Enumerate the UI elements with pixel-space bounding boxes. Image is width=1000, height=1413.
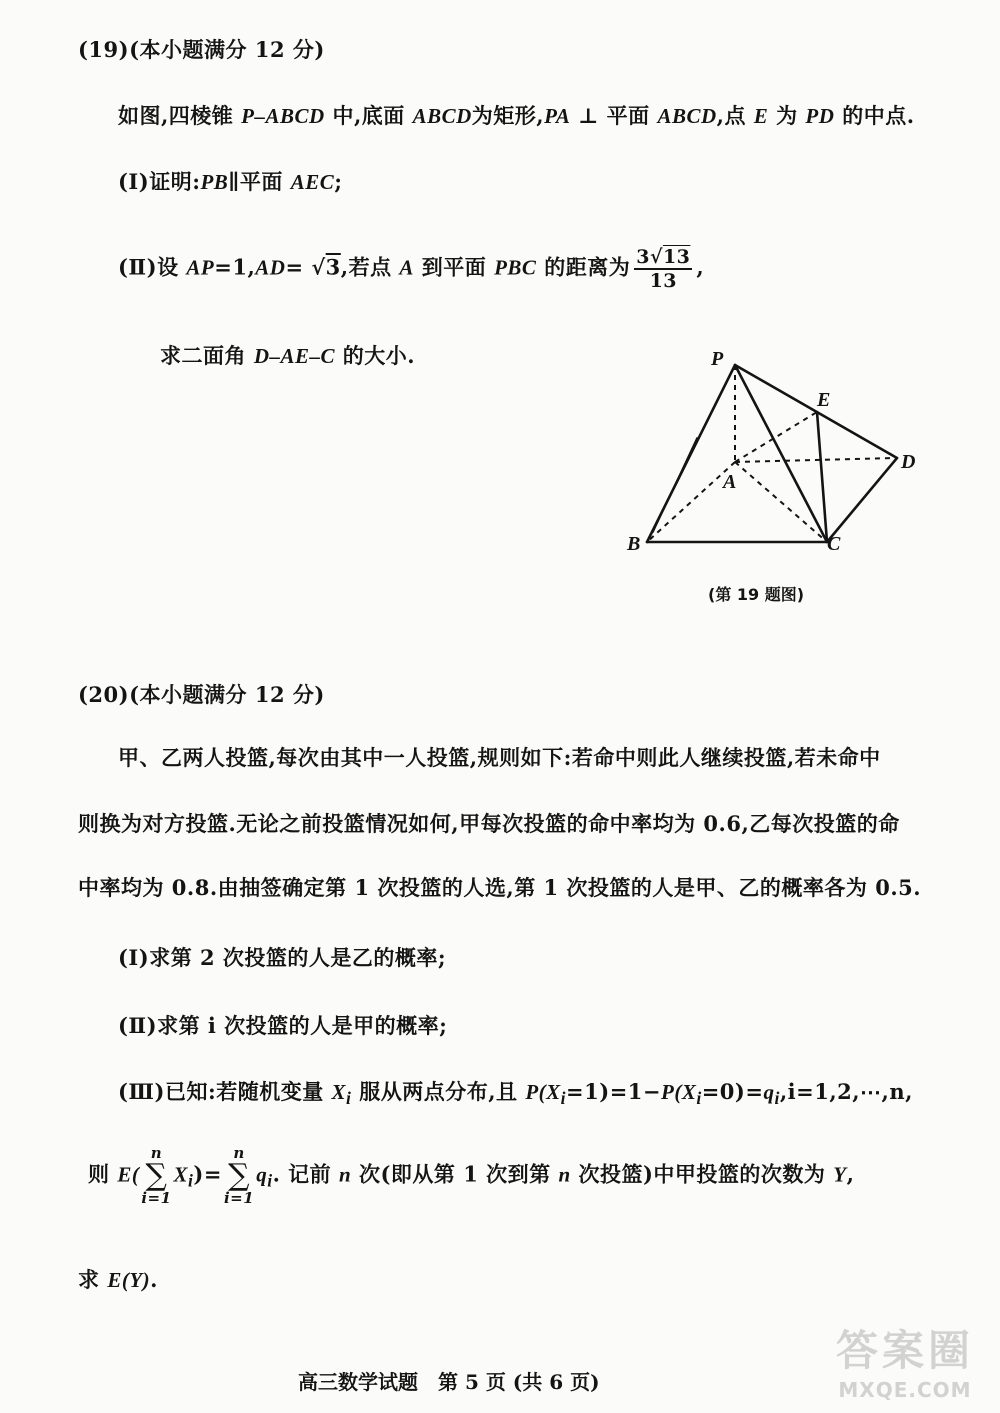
figure-caption: (第 19 题图): [708, 585, 805, 604]
q20-part2: (Ⅱ)求第 i 次投篮的人是甲的概率;: [118, 1013, 448, 1038]
edge-pb-double: [653, 438, 697, 532]
label-c: C: [827, 533, 841, 555]
q20-line3: 中率均为 0.8.由抽签确定第 1 次投篮的人选,第 1 次投篮的人是甲、乙的概率各为 0.5.: [78, 875, 922, 900]
watermark-logo: 答案圈 MXQE.COM: [835, 1326, 974, 1402]
q19-stem: 如图,四棱锥 P–ABCD 中,底面 ABCD为矩形,PA ⊥ 平面 ABCD,点 E 为 PD 的中点.: [118, 103, 915, 128]
pyramid-figure: [615, 340, 935, 570]
edge-ec: [817, 412, 827, 542]
q19-part2: (Ⅱ)设 AP=1,AD= √3,若点 A 到平面 PBC 的距离为 $\frac{3√13}{13}$ ,: [118, 246, 705, 292]
q19-part1: (Ⅰ)证明:PB∥平面 AEC;: [118, 169, 343, 194]
edge-cd: [827, 458, 897, 542]
label-b: B: [627, 533, 641, 555]
q20-part1: (Ⅰ)求第 2 次投篮的人是乙的概率;: [118, 945, 447, 970]
q19-part2-cont: 求二面角 D–AE–C 的大小.: [160, 343, 416, 368]
q20-line2: 则换为对方投篮.无论之前投篮情况如何,甲每次投篮的命中率均为 0.6,乙每次投篮的命: [78, 811, 900, 836]
label-a: A: [723, 471, 737, 493]
label-d: D: [901, 451, 916, 473]
q20-header: (20)(本小题满分 12 分): [78, 682, 325, 707]
edge-ad-hidden: [735, 458, 897, 462]
q19-header: (19)(本小题满分 12 分): [78, 37, 325, 62]
edge-ae-hidden: [735, 412, 817, 462]
q20-sum-line: 则 E( n ∑ i=1 $X_i)=$ n ∑ i=1 $q_i$. 记前 n 次(即从第 1 次到第 n 次投篮)中甲投篮的次数为 Y,: [88, 1144, 855, 1207]
label-e: E: [817, 389, 831, 411]
summation-2: n ∑ i=1: [223, 1144, 255, 1207]
q20-part3: (Ⅲ)已知:若随机变量 $X_i$ 服从两点分布,且 $P(X_i=1)=1-P(X_i=0)=q_i,i=1,2,\cdots,n$,: [118, 1079, 913, 1109]
edge-ab-hidden: [647, 462, 735, 542]
summation-1: n ∑ i=1: [141, 1144, 172, 1207]
page-footer: 高三数学试题 第 5 页 (共 6 页): [298, 1370, 600, 1394]
q20-last: 求 E(Y).: [78, 1267, 158, 1292]
edge-ac-hidden: [735, 462, 827, 542]
q20-line1: 甲、乙两人投篮,每次由其中一人投篮,规则如下:若命中则此人继续投篮,若未命中: [118, 745, 881, 770]
label-p: P: [711, 348, 724, 370]
distance-fraction: $\frac{3√13}{13}$: [636, 246, 691, 292]
